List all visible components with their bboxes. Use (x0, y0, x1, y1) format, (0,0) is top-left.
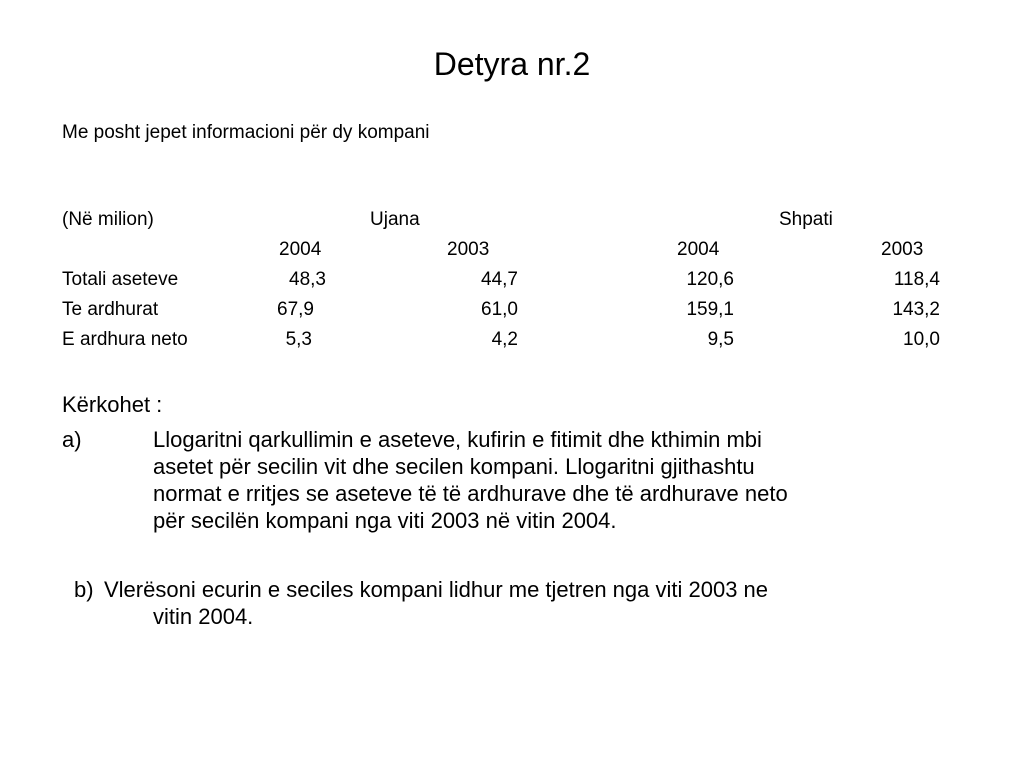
table-cell: 118,4 (893, 269, 940, 290)
table-cell: 48,3 (289, 269, 326, 290)
year-header: 2003 (447, 239, 490, 260)
task-line: Llogaritni qarkullimin e aseteve, kufirin e fitimit dhe kthimin mbi (153, 427, 762, 452)
company-header-ujana: Ujana (370, 209, 420, 230)
row-label: Te ardhurat (62, 299, 159, 320)
table-cell: 9,5 (707, 329, 734, 350)
table-cell: 61,0 (481, 299, 518, 320)
table-cell: 5,3 (285, 329, 312, 350)
task-b-line-2: vitin 2004. (153, 604, 254, 629)
task-line: normat e rritjes se aseteve të të ardhurave dhe të ardhurave neto (153, 481, 788, 506)
year-header: 2004 (279, 239, 322, 260)
task-line: për secilën kompani nga viti 2003 në vitin 2004. (153, 508, 617, 533)
company-header-shpati: Shpati (779, 209, 833, 230)
row-label: E ardhura neto (62, 329, 188, 350)
slide-title: Detyra nr.2 (433, 46, 591, 82)
task-line: asetet për secilin vit dhe secilen kompani. Llogaritni gjithashtu (153, 454, 755, 479)
year-header: 2004 (677, 239, 720, 260)
table-cell: 10,0 (903, 329, 940, 350)
table-cell: 120,6 (686, 269, 734, 290)
task-letter: b) (74, 577, 94, 602)
task-b-line-1: Vlerësoni ecurin e seciles kompani lidhur me tjetren nga viti 2003 ne (104, 577, 769, 602)
task-a-text (153, 426, 788, 534)
table-cell: 67,9 (277, 299, 314, 320)
table-cell: 44,7 (481, 269, 518, 290)
table-cell: 143,2 (892, 299, 940, 320)
table-cell: 4,2 (491, 329, 518, 350)
slide-subtitle: Me posht jepet informacioni për dy kompani (62, 122, 430, 143)
table-cell: 159,1 (686, 299, 734, 320)
requirements-label: Kërkohet : (62, 392, 163, 417)
row-label: Totali aseteve (62, 269, 179, 290)
unit-label: (Në milion) (62, 209, 154, 230)
task-letter: a) (62, 427, 82, 452)
year-header: 2003 (881, 239, 924, 260)
